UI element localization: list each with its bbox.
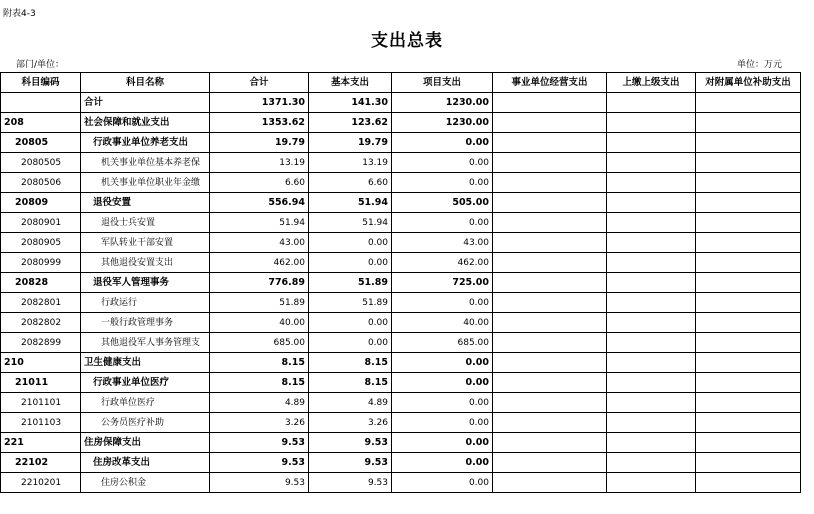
cell-subsidy [696, 353, 801, 373]
cell-upper [607, 353, 696, 373]
cell-subsidy [696, 313, 801, 333]
cell-basic: 0.00 [309, 333, 392, 353]
cell-upper [607, 433, 696, 453]
cell-total: 9.53 [210, 453, 309, 473]
cell-upper [607, 393, 696, 413]
header-total: 合计 [210, 73, 309, 93]
cell-total: 40.00 [210, 313, 309, 333]
cell-code: 2080905 [1, 233, 81, 253]
table-row [1, 373, 801, 393]
cell-code: 2080505 [1, 153, 81, 173]
cell-subsidy [696, 413, 801, 433]
cell-business [493, 333, 607, 353]
table-row [1, 473, 801, 493]
cell-subsidy [696, 433, 801, 453]
cell-basic: 4.89 [309, 393, 392, 413]
cell-basic: 9.53 [309, 473, 392, 493]
cell-project: 0.00 [392, 353, 493, 373]
cell-business [493, 193, 607, 213]
cell-subsidy [696, 173, 801, 193]
cell-total: 462.00 [210, 253, 309, 273]
cell-subsidy [696, 333, 801, 353]
cell-code: 2101101 [1, 393, 81, 413]
cell-total: 6.60 [210, 173, 309, 193]
table-row [1, 193, 801, 213]
cell-upper [607, 233, 696, 253]
table-row [1, 113, 801, 133]
cell-total: 4.89 [210, 393, 309, 413]
cell-basic: 9.53 [309, 433, 392, 453]
cell-subsidy [696, 153, 801, 173]
cell-business [493, 213, 607, 233]
table-row [1, 453, 801, 473]
cell-subsidy [696, 473, 801, 493]
table-row [1, 253, 801, 273]
cell-business [493, 133, 607, 153]
table-row [1, 213, 801, 233]
cell-project: 0.00 [392, 373, 493, 393]
cell-name: 机关事业单位职业年金缴 [81, 173, 210, 193]
cell-upper [607, 313, 696, 333]
unit-label: 单位：万元 [737, 60, 783, 70]
cell-code: 22102 [1, 453, 81, 473]
cell-project: 685.00 [392, 333, 493, 353]
cell-code: 2080506 [1, 173, 81, 193]
cell-business [493, 113, 607, 133]
table-row [1, 353, 801, 373]
cell-upper [607, 473, 696, 493]
cell-project: 0.00 [392, 393, 493, 413]
expenditure-table [0, 72, 801, 493]
cell-basic: 6.60 [309, 173, 392, 193]
cell-project: 0.00 [392, 473, 493, 493]
cell-project: 43.00 [392, 233, 493, 253]
cell-business [493, 233, 607, 253]
cell-project: 0.00 [392, 213, 493, 233]
cell-upper [607, 373, 696, 393]
cell-subsidy [696, 233, 801, 253]
cell-code: 20805 [1, 133, 81, 153]
cell-basic: 0.00 [309, 313, 392, 333]
cell-code: 2080999 [1, 253, 81, 273]
cell-project: 0.00 [392, 153, 493, 173]
cell-project: 0.00 [392, 413, 493, 433]
cell-name: 退役军人管理事务 [81, 273, 210, 293]
cell-total: 9.53 [210, 433, 309, 453]
table-row [1, 433, 801, 453]
cell-subsidy [696, 453, 801, 473]
cell-basic: 51.94 [309, 213, 392, 233]
table-row [1, 293, 801, 313]
cell-subsidy [696, 393, 801, 413]
table-row [1, 273, 801, 293]
cell-total: 3.26 [210, 413, 309, 433]
cell-name: 机关事业单位基本养老保 [81, 153, 210, 173]
cell-code: 2210201 [1, 473, 81, 493]
department-label: 部门/单位： [16, 60, 65, 70]
header-business: 事业单位经营支出 [493, 73, 607, 93]
cell-subsidy [696, 373, 801, 393]
header-subsidy: 对附属单位补助支出 [696, 73, 801, 93]
cell-total: 685.00 [210, 333, 309, 353]
cell-code: 2080901 [1, 213, 81, 233]
cell-upper [607, 413, 696, 433]
cell-total: 8.15 [210, 353, 309, 373]
table-row [1, 133, 801, 153]
cell-business [493, 373, 607, 393]
cell-name: 退役安置 [81, 193, 210, 213]
header-upper: 上缴上级支出 [607, 73, 696, 93]
cell-basic: 0.00 [309, 253, 392, 273]
table-row [1, 413, 801, 433]
cell-basic: 51.89 [309, 293, 392, 313]
cell-basic: 3.26 [309, 413, 392, 433]
cell-business [493, 393, 607, 413]
cell-total: 1353.62 [210, 113, 309, 133]
table-row [1, 93, 801, 113]
cell-upper [607, 113, 696, 133]
cell-basic: 123.62 [309, 113, 392, 133]
cell-name: 住房保障支出 [81, 433, 210, 453]
cell-name: 社会保障和就业支出 [81, 113, 210, 133]
cell-code: 21011 [1, 373, 81, 393]
cell-total: 1371.30 [210, 93, 309, 113]
cell-upper [607, 273, 696, 293]
cell-code: 20828 [1, 273, 81, 293]
table-row [1, 393, 801, 413]
cell-name: 住房改革支出 [81, 453, 210, 473]
cell-upper [607, 173, 696, 193]
cell-subsidy [696, 93, 801, 113]
cell-basic: 0.00 [309, 233, 392, 253]
table-row [1, 233, 801, 253]
cell-business [493, 253, 607, 273]
cell-upper [607, 93, 696, 113]
cell-project: 1230.00 [392, 113, 493, 133]
cell-business [493, 353, 607, 373]
cell-name: 住房公积金 [81, 473, 210, 493]
table-row [1, 173, 801, 193]
cell-upper [607, 293, 696, 313]
cell-name: 卫生健康支出 [81, 353, 210, 373]
header-project: 项目支出 [392, 73, 493, 93]
cell-project: 0.00 [392, 293, 493, 313]
cell-total: 43.00 [210, 233, 309, 253]
cell-code: 2082801 [1, 293, 81, 313]
cell-upper [607, 453, 696, 473]
cell-name: 行政事业单位养老支出 [81, 133, 210, 153]
cell-business [493, 473, 607, 493]
cell-total: 51.89 [210, 293, 309, 313]
header-basic: 基本支出 [309, 73, 392, 93]
cell-name: 公务员医疗补助 [81, 413, 210, 433]
cell-upper [607, 333, 696, 353]
cell-project: 0.00 [392, 453, 493, 473]
cell-name: 一般行政管理事务 [81, 313, 210, 333]
cell-subsidy [696, 133, 801, 153]
cell-name: 退役士兵安置 [81, 213, 210, 233]
cell-project: 725.00 [392, 273, 493, 293]
cell-code: 221 [1, 433, 81, 453]
cell-total: 8.15 [210, 373, 309, 393]
cell-subsidy [696, 113, 801, 133]
cell-business [493, 173, 607, 193]
cell-basic: 8.15 [309, 353, 392, 373]
cell-upper [607, 153, 696, 173]
table-row [1, 313, 801, 333]
cell-project: 1230.00 [392, 93, 493, 113]
cell-project: 0.00 [392, 133, 493, 153]
cell-upper [607, 253, 696, 273]
cell-code: 2082802 [1, 313, 81, 333]
header-name: 科目名称 [81, 73, 210, 93]
cell-business [493, 453, 607, 473]
page-title: 支出总表 [371, 31, 443, 51]
cell-name: 行政单位医疗 [81, 393, 210, 413]
cell-name: 其他退役军人事务管理支 [81, 333, 210, 353]
cell-project: 0.00 [392, 433, 493, 453]
cell-upper [607, 193, 696, 213]
table-row [1, 153, 801, 173]
cell-project: 505.00 [392, 193, 493, 213]
cell-basic: 9.53 [309, 453, 392, 473]
cell-total: 776.89 [210, 273, 309, 293]
cell-project: 0.00 [392, 173, 493, 193]
cell-subsidy [696, 193, 801, 213]
cell-total: 51.94 [210, 213, 309, 233]
cell-basic: 19.79 [309, 133, 392, 153]
cell-basic: 141.30 [309, 93, 392, 113]
cell-code [1, 93, 81, 113]
cell-code: 208 [1, 113, 81, 133]
cell-name: 其他退役安置支出 [81, 253, 210, 273]
cell-code: 2101103 [1, 413, 81, 433]
cell-upper [607, 213, 696, 233]
cell-basic: 51.94 [309, 193, 392, 213]
cell-total: 13.19 [210, 153, 309, 173]
cell-total: 556.94 [210, 193, 309, 213]
cell-total: 19.79 [210, 133, 309, 153]
cell-code: 2082899 [1, 333, 81, 353]
cell-total: 9.53 [210, 473, 309, 493]
cell-code: 20809 [1, 193, 81, 213]
cell-basic: 13.19 [309, 153, 392, 173]
cell-project: 462.00 [392, 253, 493, 273]
cell-name: 合计 [81, 93, 210, 113]
cell-project: 40.00 [392, 313, 493, 333]
table-row [1, 333, 801, 353]
cell-subsidy [696, 273, 801, 293]
cell-business [493, 313, 607, 333]
cell-subsidy [696, 293, 801, 313]
cell-business [493, 153, 607, 173]
cell-name: 行政运行 [81, 293, 210, 313]
cell-business [493, 413, 607, 433]
cell-basic: 51.89 [309, 273, 392, 293]
cell-subsidy [696, 213, 801, 233]
header-code: 科目编码 [1, 73, 81, 93]
cell-name: 军队转业干部安置 [81, 233, 210, 253]
cell-business [493, 293, 607, 313]
table-header-row [1, 73, 801, 93]
cell-name: 行政事业单位医疗 [81, 373, 210, 393]
cell-upper [607, 133, 696, 153]
cell-code: 210 [1, 353, 81, 373]
attachment-label: 附表4-3 [3, 9, 36, 19]
cell-business [493, 93, 607, 113]
cell-business [493, 273, 607, 293]
cell-basic: 8.15 [309, 373, 392, 393]
cell-subsidy [696, 253, 801, 273]
cell-business [493, 433, 607, 453]
